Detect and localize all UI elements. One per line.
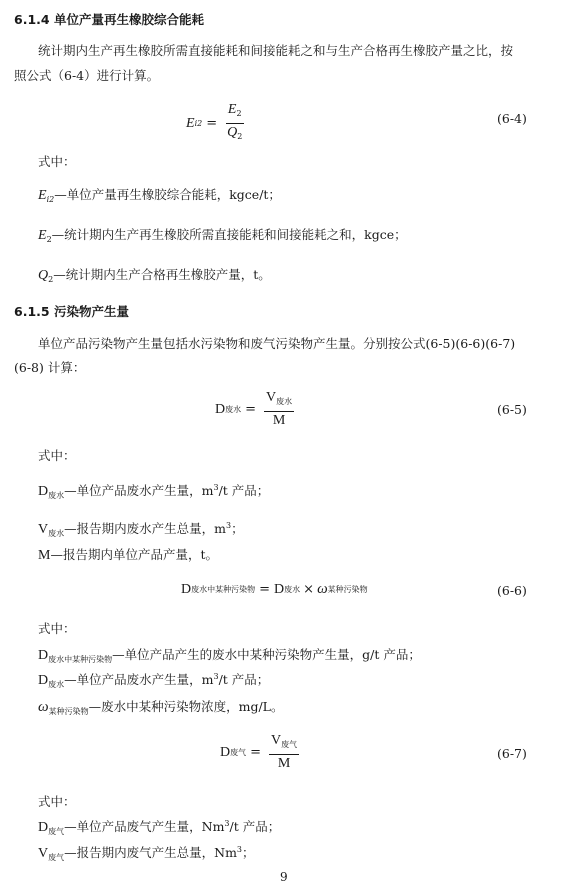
definition-item [38, 225, 407, 244]
eq-fraction [269, 733, 299, 772]
equation-number: (6-4) [497, 111, 527, 126]
eq-equals: = [206, 116, 218, 131]
eq-symbol: D [181, 581, 192, 597]
def-subscript: 2 [46, 235, 52, 244]
eq-symbol: ω [317, 581, 328, 597]
def-text: —统计期内生产合格再生橡胶产量，t。 [53, 267, 271, 282]
equation-6-7 [220, 733, 299, 772]
def-symbol: V [38, 522, 49, 537]
definition-item [38, 645, 421, 665]
def-symbol: D [38, 820, 49, 835]
def-subscript: 废水中某种污染物 [48, 655, 113, 664]
def-symbol: D [38, 648, 49, 663]
page-number: 9 [280, 870, 288, 884]
where-label: 式中： [38, 154, 76, 169]
def-symbol: D [38, 484, 49, 499]
def-text: /t 产品； [229, 819, 281, 834]
def-text: —单位产品废水产生量，m [64, 672, 214, 687]
equation-6-6 [181, 581, 368, 598]
paragraph-line: 单位产品污染物产生量包括水污染物和废气污染物产生量。分别按公式(6-5)(6-6)(6-7) [38, 336, 516, 351]
eq-symbol: V [271, 733, 282, 748]
equation-6-4 [186, 102, 244, 145]
def-text: —单位产量再生橡胶综合能耗，kgce/t； [54, 187, 281, 202]
eq-equals: = [250, 745, 262, 760]
def-subscript: 废水 [48, 529, 65, 538]
eq-subscript: 废水 [225, 405, 242, 414]
def-superscript: 3 [213, 483, 219, 492]
def-superscript: 3 [224, 819, 230, 828]
def-text: /t 产品； [218, 483, 270, 498]
def-subscript: 废气 [48, 853, 65, 862]
def-text: —报告期内单位产品产量，t。 [50, 547, 218, 562]
def-text: ； [242, 845, 255, 860]
eq-subscript: 废气 [230, 748, 247, 757]
def-subscript: 废水 [48, 680, 65, 689]
def-text: —废水中某种污染物浓度，mg/L。 [88, 699, 284, 714]
eq-symbol: D [215, 401, 226, 417]
eq-times: × [303, 582, 315, 597]
def-text: —单位产品废气产生量，Nm [64, 819, 225, 834]
eq-symbol: E [186, 115, 195, 131]
def-text: —报告期内废气产生总量，Nm [64, 845, 237, 860]
eq-symbol: D [274, 581, 285, 597]
equation-number: (6-5) [497, 402, 527, 417]
definition-item [38, 265, 271, 284]
equation-6-5 [215, 390, 294, 429]
definition-item [38, 545, 218, 564]
eq-symbol: V [266, 390, 277, 405]
eq-fraction [264, 390, 294, 429]
eq-subscript: 2 [237, 132, 243, 141]
def-subscript: 废水 [48, 491, 65, 500]
section-heading-6-1-4: 6.1.4 单位产量再生橡胶综合能耗 [14, 12, 204, 27]
def-subscript: 某种污染物 [48, 707, 89, 716]
def-symbol: ω [38, 699, 49, 715]
eq-fraction [225, 102, 244, 145]
section-heading-6-1-5: 6.1.5 污染物产生量 [14, 304, 129, 319]
definition-item [38, 697, 283, 717]
eq-subscript: 废气 [281, 740, 298, 749]
def-symbol: V [38, 846, 49, 861]
eq-symbol: E [227, 102, 237, 117]
eq-equals: = [245, 402, 257, 417]
def-superscript: 3 [225, 521, 232, 530]
definition-item [38, 481, 269, 501]
where-label: 式中： [38, 448, 76, 463]
eq-subscript: 废水 [276, 397, 293, 406]
eq-subscript: 某种污染物 [327, 585, 368, 594]
definition-item [38, 843, 255, 863]
where-label: 式中： [38, 621, 76, 636]
def-superscript: 3 [213, 672, 219, 681]
def-subscript: 2 [48, 275, 54, 284]
def-text: —统计期内生产再生橡胶所需直接能耗和间接能耗之和，kgce； [51, 227, 407, 242]
equation-number: (6-7) [497, 746, 527, 761]
paragraph-line: 统计期内生产再生橡胶所需直接能耗和间接能耗之和与生产合格再生橡胶产量之比，按 [38, 43, 514, 58]
where-label: 式中： [38, 794, 76, 809]
eq-subscript: 2 [236, 109, 242, 118]
def-symbol: E [38, 188, 47, 203]
def-symbol: Q [38, 268, 49, 283]
def-symbol: D [38, 673, 49, 688]
eq-subscript: 废水中某种污染物 [191, 585, 256, 594]
eq-subscript: 废水 [284, 585, 301, 594]
eq-symbol: Q [227, 125, 238, 140]
definition-item [38, 185, 281, 204]
eq-symbol: M [277, 756, 291, 771]
eq-equals: = [259, 582, 271, 597]
eq-symbol: D [220, 744, 231, 760]
def-symbol: M [38, 548, 51, 563]
paragraph-line: (6-8) 计算： [14, 360, 86, 375]
def-superscript: 3 [236, 845, 243, 854]
definition-item [38, 817, 280, 837]
def-text: —单位产品产生的废水中某种污染物产生量，g/t 产品； [112, 647, 421, 662]
def-text: /t 产品； [218, 672, 270, 687]
def-text: —单位产品废水产生量，m [64, 483, 214, 498]
eq-symbol: M [272, 413, 286, 428]
paragraph-line: 照公式（6-4）进行计算。 [14, 68, 160, 83]
def-text: ； [231, 521, 244, 536]
definition-item [38, 519, 244, 539]
def-subscript: i2 [46, 195, 55, 204]
def-symbol: E [38, 228, 47, 243]
definition-item [38, 670, 269, 690]
def-subscript: 废气 [48, 827, 65, 836]
equation-number: (6-6) [497, 583, 527, 598]
eq-subscript: i2 [194, 119, 203, 128]
def-text: —报告期内废水产生总量，m [64, 521, 226, 536]
